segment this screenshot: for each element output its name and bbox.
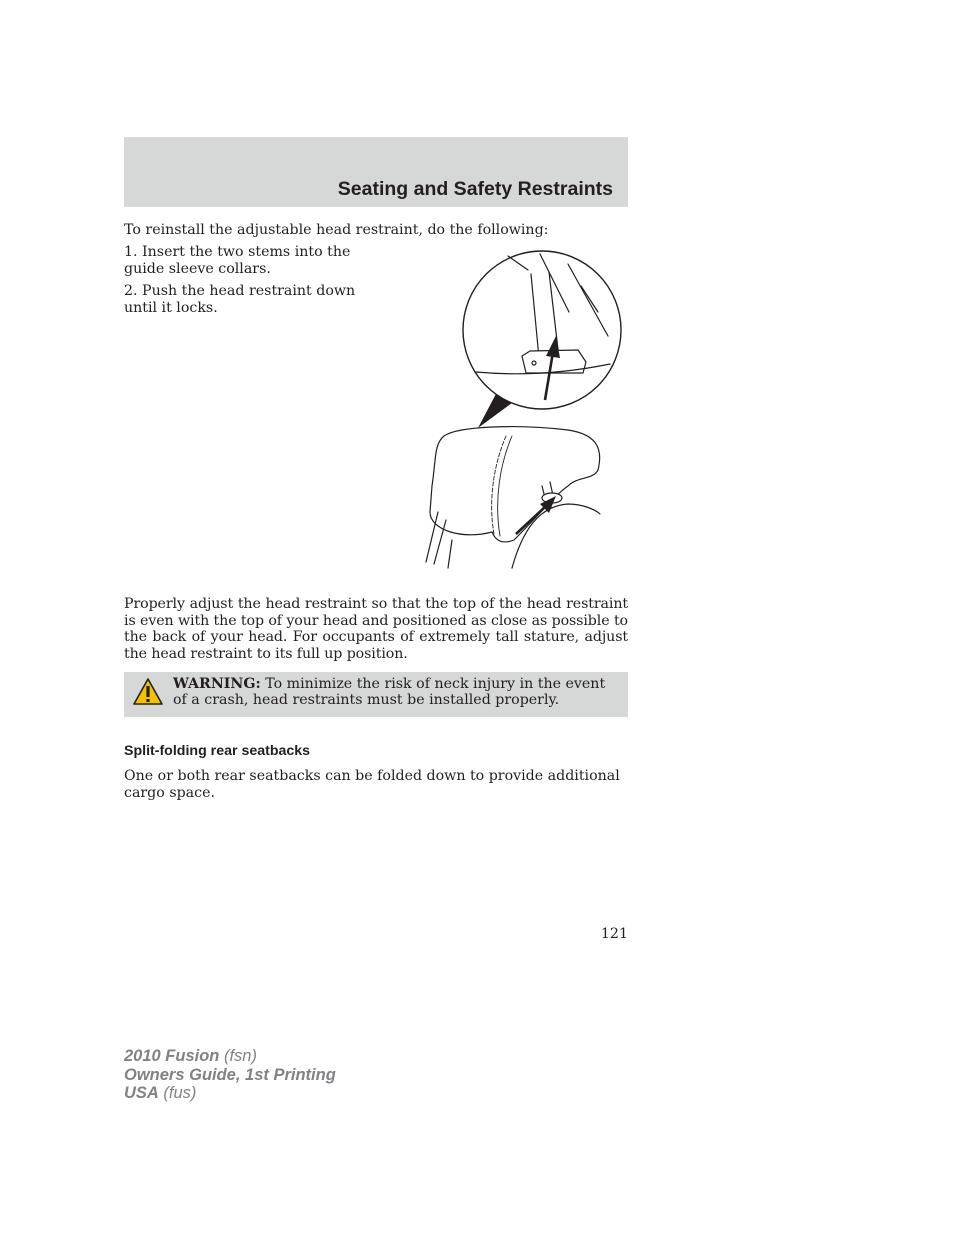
footer-market: USA — [124, 1084, 159, 1103]
detail-circle — [463, 251, 621, 409]
section-text: One or both rear seatbacks can be folded down to provide additional cargo space. — [124, 768, 620, 801]
step-1-text: 1. Insert the two stems into the guide sleeve collars. — [124, 244, 351, 277]
warning-message: To minimize the risk of neck injury in the event of a crash, head restraints must be installed properly. — [173, 676, 606, 709]
adjust-paragraph: Properly adjust the head restraint so that the top of the head restraint is even with the top of your head and positioned as close as possible to the back of your head. For occupants of extremely tall stature, adjust the head restraint to its full up position. — [124, 596, 628, 662]
footer-market-code: (fus) — [158, 1084, 197, 1103]
page-number: 121 — [600, 926, 628, 942]
section-heading: Split-folding rear seatbacks — [124, 743, 311, 759]
head-restraint — [426, 427, 600, 568]
warning-text — [173, 676, 623, 709]
footer-line-1 — [124, 1047, 336, 1066]
warning-box — [124, 672, 628, 717]
footer-model: 2010 Fusion — [124, 1047, 220, 1065]
intro-text: To reinstall the adjustable head restraint, do the following: — [124, 222, 549, 238]
step-2-text: 2. Push the head restraint down until it locks. — [124, 283, 356, 316]
warning-triangle-icon — [132, 677, 164, 707]
section-header-band — [124, 137, 628, 207]
footer-line-3 — [124, 1084, 336, 1103]
footer-line-2: Owners Guide, 1st Printing — [124, 1065, 336, 1084]
head-restraint-illustration — [418, 250, 630, 572]
warning-label: WARNING: — [173, 676, 261, 692]
footer — [124, 1047, 336, 1103]
footer-model-code: (fsn) — [219, 1047, 257, 1065]
section-title: Seating and Safety Restraints — [337, 178, 613, 200]
